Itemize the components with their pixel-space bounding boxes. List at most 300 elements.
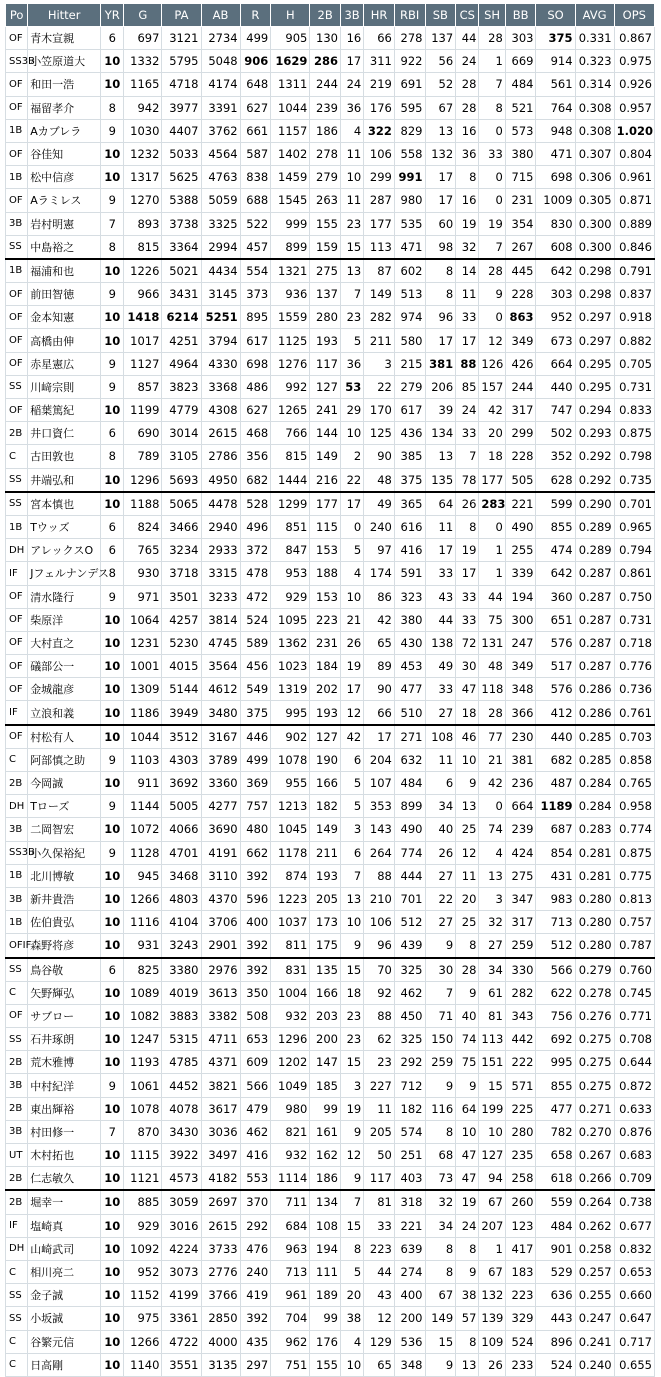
- stat-cell: 952: [536, 306, 575, 329]
- hitter-name-cell: 村松有人: [28, 725, 101, 749]
- stat-cell: 476: [240, 1237, 271, 1260]
- stat-cell: 1.020: [614, 119, 654, 142]
- stat-cell: 3617: [201, 1097, 240, 1120]
- stat-cell: 0.295: [575, 375, 614, 398]
- stat-cell: 22: [340, 468, 363, 492]
- stat-cell: 457: [240, 235, 271, 259]
- stat-cell: 10: [101, 1307, 124, 1330]
- stat-cell: 0.875: [614, 841, 654, 864]
- stat-cell: 1321: [271, 259, 310, 283]
- stat-cell: 0.961: [614, 166, 654, 189]
- table-row: [6, 283, 655, 306]
- column-header-sb: SB: [425, 4, 456, 27]
- stat-cell: 126: [479, 352, 505, 375]
- stat-cell: 28: [456, 96, 479, 119]
- stat-cell: 3430: [162, 1120, 201, 1143]
- position-cell: IF: [6, 562, 28, 585]
- stat-cell: 17: [425, 329, 456, 352]
- stat-cell: 8: [456, 1330, 479, 1353]
- stat-cell: 627: [240, 399, 271, 422]
- stat-cell: 1188: [124, 492, 162, 516]
- hitter-name-cell: 新井貴浩: [28, 887, 101, 910]
- table-row: [6, 562, 655, 585]
- stat-cell: 67: [425, 1284, 456, 1307]
- stat-cell: 617: [394, 399, 425, 422]
- stat-cell: 118: [479, 678, 505, 701]
- stat-cell: 219: [364, 73, 395, 96]
- stat-cell: 3105: [162, 445, 201, 468]
- stat-cell: 983: [536, 887, 575, 910]
- stat-cell: 8: [101, 235, 124, 259]
- stat-cell: 932: [271, 1004, 310, 1027]
- stat-cell: 930: [124, 562, 162, 585]
- stat-cell: 375: [536, 27, 575, 50]
- stat-cell: 3315: [201, 562, 240, 585]
- stat-cell: 132: [479, 1284, 505, 1307]
- stat-cell: 189: [310, 1284, 341, 1307]
- table-row: [6, 608, 655, 631]
- stat-cell: 10: [101, 934, 124, 958]
- stat-cell: 26: [340, 631, 363, 654]
- hitter-name-cell: Aラミレス: [28, 189, 101, 212]
- stat-cell: 27: [479, 934, 505, 958]
- table-row: [6, 772, 655, 795]
- table-row: [6, 795, 655, 818]
- stat-cell: 929: [271, 585, 310, 608]
- position-cell: OF: [6, 608, 28, 631]
- table-row: [6, 887, 655, 910]
- stat-cell: 1629: [271, 50, 310, 73]
- stat-cell: 608: [536, 235, 575, 259]
- stat-cell: 166: [310, 772, 341, 795]
- stat-cell: 10: [101, 631, 124, 654]
- stat-cell: 0.708: [614, 1028, 654, 1051]
- stat-cell: 16: [456, 189, 479, 212]
- stat-cell: 1116: [124, 911, 162, 934]
- stat-cell: 4104: [162, 911, 201, 934]
- stat-cell: 57: [456, 1307, 479, 1330]
- stat-cell: 697: [124, 27, 162, 50]
- stat-cell: 8: [425, 1237, 456, 1260]
- stat-cell: 10: [101, 911, 124, 934]
- stat-cell: 0.776: [614, 655, 654, 678]
- stat-cell: 971: [124, 585, 162, 608]
- stat-cell: 28: [456, 958, 479, 982]
- stat-cell: 10: [340, 911, 363, 934]
- stat-cell: 992: [271, 375, 310, 398]
- table-body: [6, 27, 655, 1377]
- stat-cell: 29: [340, 399, 363, 422]
- position-cell: OF: [6, 306, 28, 329]
- stat-cell: 10: [101, 678, 124, 701]
- stat-cell: 33: [425, 678, 456, 701]
- stat-cell: 223: [505, 1284, 536, 1307]
- stat-cell: 8: [456, 515, 479, 538]
- stat-cell: 480: [240, 818, 271, 841]
- stat-cell: 6: [101, 422, 124, 445]
- stat-cell: 3014: [162, 422, 201, 445]
- stat-cell: 10: [101, 73, 124, 96]
- stat-cell: 653: [240, 1028, 271, 1051]
- stat-cell: 239: [505, 818, 536, 841]
- position-cell: UT: [6, 1144, 28, 1167]
- stat-cell: 496: [240, 515, 271, 538]
- stat-cell: 3718: [162, 562, 201, 585]
- stat-cell: 574: [394, 1120, 425, 1143]
- stat-cell: 431: [536, 864, 575, 887]
- stat-cell: 48: [479, 655, 505, 678]
- stat-cell: 3738: [162, 212, 201, 235]
- table-row: [6, 701, 655, 725]
- stat-cell: 1078: [124, 1097, 162, 1120]
- stat-cell: 2615: [201, 422, 240, 445]
- stat-cell: 528: [240, 492, 271, 516]
- stat-cell: 0.798: [614, 445, 654, 468]
- stat-cell: 99: [310, 1307, 341, 1330]
- stat-cell: 227: [364, 1074, 395, 1097]
- stat-cell: 292: [240, 1214, 271, 1237]
- stat-cell: 0.255: [575, 1284, 614, 1307]
- stat-cell: 17: [456, 329, 479, 352]
- stat-cell: 0.266: [575, 1167, 614, 1191]
- stat-cell: 12: [364, 1307, 395, 1330]
- table-row: [6, 1074, 655, 1097]
- stat-cell: 0.794: [614, 539, 654, 562]
- hitter-name-cell: アレックスO: [28, 539, 101, 562]
- stat-cell: 96: [425, 306, 456, 329]
- stat-cell: 508: [240, 1004, 271, 1027]
- column-header-bb: BB: [505, 4, 536, 27]
- stat-cell: 10: [101, 1214, 124, 1237]
- stat-cell: 513: [394, 283, 425, 306]
- stat-cell: 0.295: [575, 352, 614, 375]
- stat-cell: 2901: [201, 934, 240, 958]
- stat-cell: 854: [536, 841, 575, 864]
- stat-cell: 824: [124, 515, 162, 538]
- stat-cell: 73: [425, 1167, 456, 1191]
- stat-cell: 1064: [124, 608, 162, 631]
- stat-cell: 0.731: [614, 375, 654, 398]
- stat-cell: 48: [364, 468, 395, 492]
- stat-cell: 10: [101, 1330, 124, 1353]
- stat-cell: 4452: [162, 1074, 201, 1097]
- stat-cell: 66: [364, 701, 395, 725]
- stat-cell: 53: [340, 375, 363, 398]
- stat-cell: 0.731: [614, 608, 654, 631]
- position-cell: 1B: [6, 119, 28, 142]
- stat-cell: 303: [536, 283, 575, 306]
- stat-cell: 4277: [201, 795, 240, 818]
- stat-cell: 0.736: [614, 678, 654, 701]
- stat-cell: 9: [101, 585, 124, 608]
- stat-cell: 17: [425, 189, 456, 212]
- stat-cell: 28: [479, 701, 505, 725]
- stat-cell: 109: [479, 1330, 505, 1353]
- stat-cell: 98: [425, 235, 456, 259]
- stat-cell: 223: [310, 608, 341, 631]
- hitter-name-cell: 高橋由伸: [28, 329, 101, 352]
- stat-cell: 0.958: [614, 795, 654, 818]
- stat-cell: 444: [394, 864, 425, 887]
- stat-cell: 13: [425, 119, 456, 142]
- hitter-name-cell: 岩村明憲: [28, 212, 101, 235]
- stat-cell: 711: [271, 1190, 310, 1214]
- stat-cell: 116: [425, 1097, 456, 1120]
- stat-cell: 157: [479, 375, 505, 398]
- stat-cell: 9: [456, 772, 479, 795]
- stat-cell: 11: [340, 142, 363, 165]
- stat-cell: 430: [394, 631, 425, 654]
- stat-cell: 914: [536, 50, 575, 73]
- stat-cell: 127: [310, 725, 341, 749]
- stat-cell: 3073: [162, 1260, 201, 1283]
- position-cell: OFIF: [6, 934, 28, 958]
- stat-cell: 231: [505, 189, 536, 212]
- stat-cell: 658: [536, 1144, 575, 1167]
- stat-cell: 144: [310, 422, 341, 445]
- stat-cell: 855: [536, 1074, 575, 1097]
- stat-cell: 6: [101, 27, 124, 50]
- stat-cell: 10: [101, 725, 124, 749]
- stat-cell: 7: [340, 1190, 363, 1214]
- hitter-name-cell: 古田敦也: [28, 445, 101, 468]
- stat-cell: 13: [340, 887, 363, 910]
- stat-cell: 10: [101, 1260, 124, 1283]
- table-row: [6, 818, 655, 841]
- stat-cell: 1152: [124, 1284, 162, 1307]
- stat-cell: 22: [364, 375, 395, 398]
- table-row: [6, 352, 655, 375]
- stat-cell: 56: [425, 50, 456, 73]
- stat-cell: 0.323: [575, 50, 614, 73]
- stat-cell: 0.813: [614, 887, 654, 910]
- stat-cell: 297: [240, 1353, 271, 1376]
- stat-cell: 5693: [162, 468, 201, 492]
- stat-cell: 0.761: [614, 701, 654, 725]
- table-header-row: [6, 4, 655, 27]
- stat-cell: 1231: [124, 631, 162, 654]
- stat-cell: 911: [124, 772, 162, 795]
- stat-cell: 529: [536, 1260, 575, 1283]
- stat-cell: 75: [479, 608, 505, 631]
- position-cell: C: [6, 748, 28, 771]
- column-header-h: H: [271, 4, 310, 27]
- stat-cell: 0.275: [575, 1074, 614, 1097]
- stat-cell: 713: [536, 911, 575, 934]
- stat-cell: 155: [310, 212, 341, 235]
- stat-cell: 0.283: [575, 818, 614, 841]
- stat-cell: 2776: [201, 1260, 240, 1283]
- hitter-name-cell: 石井琢朗: [28, 1028, 101, 1051]
- stat-cell: 5: [340, 1260, 363, 1283]
- stat-cell: 980: [271, 1097, 310, 1120]
- stat-cell: 90: [364, 445, 395, 468]
- stat-cell: 1296: [271, 1028, 310, 1051]
- table-row: [6, 119, 655, 142]
- stat-cell: 0.660: [614, 1284, 654, 1307]
- stat-cell: 3135: [201, 1353, 240, 1376]
- stat-cell: 228: [505, 283, 536, 306]
- stat-cell: 0.882: [614, 329, 654, 352]
- column-header-avg: AVG: [575, 4, 614, 27]
- stat-cell: 756: [536, 1004, 575, 1027]
- hitter-name-cell: 森野将彦: [28, 934, 101, 958]
- stat-cell: 15: [340, 1051, 363, 1074]
- stat-cell: 343: [505, 1004, 536, 1027]
- stat-cell: 24: [456, 399, 479, 422]
- stat-cell: 375: [394, 468, 425, 492]
- stat-cell: 4785: [162, 1051, 201, 1074]
- stat-cell: 186: [310, 1167, 341, 1191]
- stat-cell: 25: [456, 818, 479, 841]
- column-header-yr: YR: [101, 4, 124, 27]
- stat-cell: 549: [240, 678, 271, 701]
- stat-cell: 4224: [162, 1237, 201, 1260]
- stat-cell: 10: [101, 701, 124, 725]
- stat-cell: 27: [425, 911, 456, 934]
- stat-cell: 205: [364, 1120, 395, 1143]
- stat-cell: 1309: [124, 678, 162, 701]
- stat-cell: 1017: [124, 329, 162, 352]
- stat-cell: 690: [124, 422, 162, 445]
- stat-cell: 477: [536, 1097, 575, 1120]
- stat-cell: 38: [340, 1307, 363, 1330]
- stat-cell: 5388: [162, 189, 201, 212]
- stat-cell: 0.300: [575, 212, 614, 235]
- stat-cell: 75: [456, 1051, 479, 1074]
- stat-cell: 857: [124, 375, 162, 398]
- stat-cell: 1125: [271, 329, 310, 352]
- stat-cell: 10: [456, 748, 479, 771]
- stat-cell: 244: [310, 73, 341, 96]
- stat-cell: 43: [425, 585, 456, 608]
- stat-cell: 436: [394, 422, 425, 445]
- stat-cell: 6: [101, 539, 124, 562]
- stat-cell: 980: [394, 189, 425, 212]
- stat-cell: 1276: [271, 352, 310, 375]
- stat-cell: 1165: [124, 73, 162, 96]
- stat-cell: 135: [310, 958, 341, 982]
- stat-cell: 3234: [162, 539, 201, 562]
- stat-cell: 9: [101, 375, 124, 398]
- stat-cell: 896: [536, 1330, 575, 1353]
- stat-cell: 765: [124, 539, 162, 562]
- stat-cell: 177: [479, 468, 505, 492]
- stat-cell: 3794: [201, 329, 240, 352]
- stat-cell: 32: [425, 1190, 456, 1214]
- stat-cell: 0.270: [575, 1120, 614, 1143]
- stat-cell: 1089: [124, 981, 162, 1004]
- stat-cell: 10: [101, 329, 124, 352]
- stat-cell: 44: [425, 608, 456, 631]
- stat-cell: 0.300: [575, 235, 614, 259]
- stat-cell: 0.258: [575, 1237, 614, 1260]
- stat-cell: 0.787: [614, 934, 654, 958]
- stat-cell: 821: [271, 1120, 310, 1143]
- stat-cell: 72: [456, 631, 479, 654]
- stat-cell: 0.284: [575, 772, 614, 795]
- stat-cell: 381: [505, 748, 536, 771]
- stat-cell: 5144: [162, 678, 201, 701]
- stat-cell: 905: [271, 27, 310, 50]
- stat-cell: 22: [425, 887, 456, 910]
- table-row: [6, 958, 655, 982]
- stat-cell: 61: [479, 981, 505, 1004]
- stat-cell: 4330: [201, 352, 240, 375]
- stat-cell: 10: [101, 1167, 124, 1191]
- stat-cell: 225: [505, 1097, 536, 1120]
- hitter-name-cell: 中村紀洋: [28, 1074, 101, 1097]
- stat-cell: 3692: [162, 772, 201, 795]
- stat-cell: 44: [364, 1260, 395, 1283]
- stat-cell: 0.286: [575, 701, 614, 725]
- stat-cell: 1213: [271, 795, 310, 818]
- stat-cell: 0.271: [575, 1097, 614, 1120]
- stat-cell: 0: [479, 119, 505, 142]
- hitter-name-cell: Tウッズ: [28, 515, 101, 538]
- stat-cell: 153: [310, 585, 341, 608]
- stat-cell: 350: [240, 981, 271, 1004]
- stat-cell: 258: [505, 1167, 536, 1191]
- stat-cell: 318: [394, 1190, 425, 1214]
- stat-cell: 68: [425, 1144, 456, 1167]
- position-cell: SS: [6, 492, 28, 516]
- stat-cell: 47: [456, 1167, 479, 1191]
- stat-cell: 4: [479, 841, 505, 864]
- stat-cell: 7: [456, 445, 479, 468]
- stat-cell: 478: [240, 562, 271, 585]
- stat-cell: 595: [394, 96, 425, 119]
- stat-cell: 17: [456, 562, 479, 585]
- table-row: [6, 492, 655, 516]
- stat-cell: 0.837: [614, 283, 654, 306]
- stat-cell: 3431: [162, 283, 201, 306]
- stat-cell: 0.306: [575, 166, 614, 189]
- stat-cell: 123: [505, 1214, 536, 1237]
- stat-cell: 10: [101, 655, 124, 678]
- stat-cell: 8: [479, 96, 505, 119]
- position-cell: SS: [6, 1307, 28, 1330]
- stat-cell: 1311: [271, 73, 310, 96]
- position-cell: 2B: [6, 1167, 28, 1191]
- stat-cell: 975: [124, 1307, 162, 1330]
- stat-cell: 0.846: [614, 235, 654, 259]
- stat-cell: 88: [364, 864, 395, 887]
- table-row: [6, 1004, 655, 1027]
- table-row: [6, 1353, 655, 1376]
- stat-cell: 271: [394, 725, 425, 749]
- stat-cell: 0.267: [575, 1144, 614, 1167]
- table-row: [6, 1051, 655, 1074]
- stat-cell: 143: [364, 818, 395, 841]
- column-header-2b: 2B: [310, 4, 341, 27]
- stat-cell: 15: [340, 958, 363, 982]
- stat-cell: 322: [364, 119, 395, 142]
- table-row: [6, 1284, 655, 1307]
- stat-cell: 1009: [536, 189, 575, 212]
- stat-cell: 0.297: [575, 329, 614, 352]
- stat-cell: 2734: [201, 27, 240, 50]
- stat-cell: 323: [394, 585, 425, 608]
- stat-cell: 751: [271, 1353, 310, 1376]
- stat-cell: 688: [240, 189, 271, 212]
- stat-cell: 10: [479, 1120, 505, 1143]
- stat-cell: 0.750: [614, 585, 654, 608]
- stat-cell: 1004: [271, 981, 310, 1004]
- stat-cell: 17: [340, 492, 363, 516]
- stat-cell: 149: [310, 818, 341, 841]
- stat-cell: 184: [310, 655, 341, 678]
